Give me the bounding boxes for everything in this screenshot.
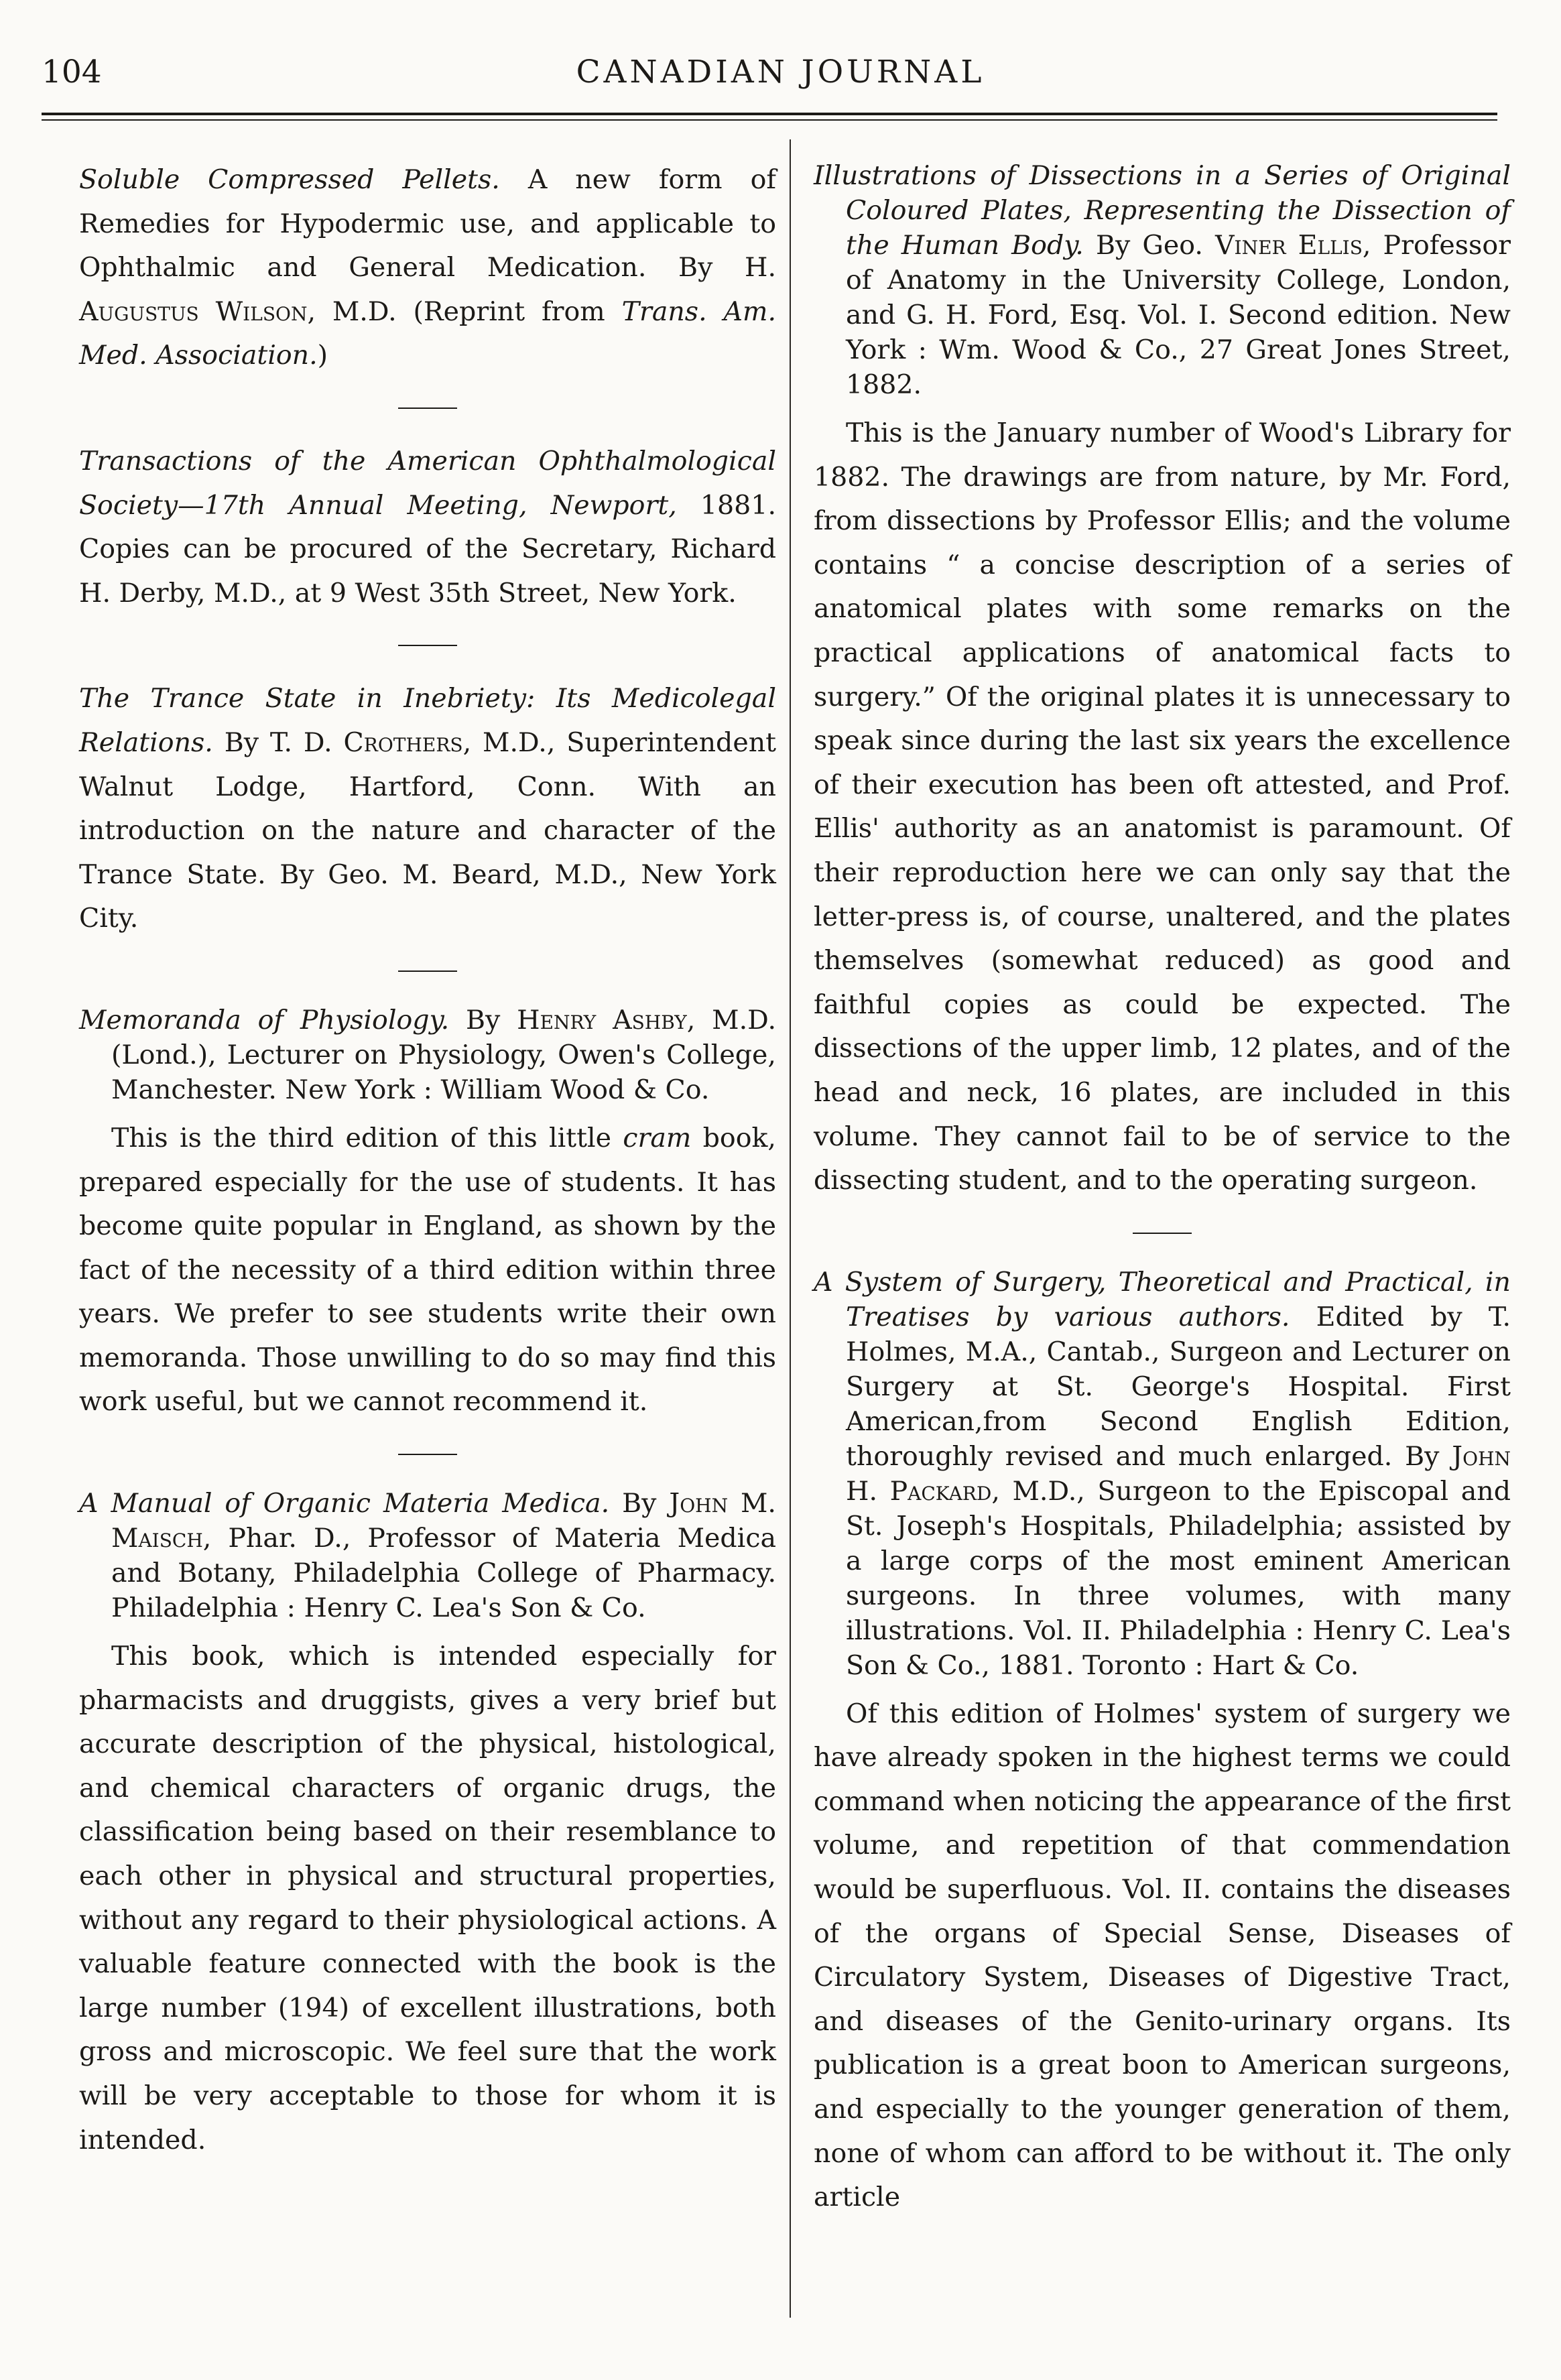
running-head: CANADIAN JOURNAL: [576, 54, 985, 90]
header-rule-thin: [42, 119, 1497, 121]
citation-text: By: [609, 1488, 670, 1519]
review-text: This is the third edition of this little: [111, 1122, 623, 1153]
notice-soluble-citation: [79, 158, 776, 378]
citation-text: , Phar. D., Professor of Materia Medica and Botany, Philadelphia College of Pharmacy. Philadelphia : Henry C. Lea's Son & Co.: [111, 1523, 776, 1624]
right-column: [814, 158, 1511, 2220]
section-separator: [398, 1454, 457, 1455]
left-column: [79, 158, 776, 2162]
notice-illustrations-review: This is the January number of Wood's Library for 1882. The drawings are from nature, by Mr. Ford, from dissections by Professor Ellis; and the volume contains “ a concise description of a series of anatomical plates with some remarks on the practical applications of anatomical facts to surgery.” Of the original plates it is unnecessary to speak since during the last six years the excellence of their execution has been oft attested, and Prof. Ellis' authority as an anatomist is paramount. Of their reproduction here we can only say that the letter-press is, of course, unaltered, and the plates themselves (somewhat reduced) as good and faithful copies as could be expected. The dissections of the upper limb, 12 plates, and of the head and neck, 16 plates, are included in this volume. They cannot fail to be of service to the dissecting student, and to the operating surgeon.: [814, 418, 1511, 1196]
column-divider: [790, 139, 791, 2318]
notice-manual-citation: [79, 1486, 776, 1625]
review-text: book, prepared especially for the use of students. It has become quite popular in England, as shown by the fact of the necessity of a third edition within three years. We prefer to see students write their own memoranda. Those unwilling to do so may find this work useful, but we cannot recommend it.: [79, 1122, 776, 1418]
notice-title: A System of Surgery, Theoretical and Practical, in Treatises by various authors.: [814, 1266, 1511, 1332]
notice-illustrations-citation: [814, 158, 1511, 402]
page-number: 104: [42, 54, 102, 90]
citation-text: , M.D. (Reprint from: [307, 296, 622, 327]
section-separator: [398, 408, 457, 409]
header-rule-thick: [42, 113, 1497, 115]
notice-title: Illustrations of Dissections in a Series of Original Coloured Plates, Representing the Dissection of the Human Body.: [814, 160, 1511, 261]
citation-text: 1881. Copies can be procured of the Secretary, Richard H. Derby, M.D., at 9 West 35th Street, New York.: [79, 489, 776, 609]
citation-text: ): [317, 340, 328, 371]
notice-memoranda-citation: [79, 1003, 776, 1107]
section-separator: [398, 970, 457, 972]
citation-text: , Professor of Anatomy in the University College, London, and G. H. Ford, Esq. Vol. I. Second edition. New York : Wm. Wood & Co., 27 Great Jones Street, 1882.: [846, 230, 1511, 400]
citation-text: , M.D. (Lond.), Lecturer on Physiology, Owen's College, Manchester. New York : William Wood & Co.: [111, 1004, 776, 1105]
citation-text: Edited by T. Holmes, M.A., Cantab., Surgeon and Lecturer on Surgery at St. George's Hospital. First American,from Second English Edition, thoroughly revised and much enlarged. By: [846, 1301, 1511, 1472]
citation-text: By T. D.: [212, 727, 344, 758]
citation-text: A new form of Remedies for Hypodermic use, and applicable to Ophthalmic and General Medication. By H.: [79, 164, 776, 284]
author-name: John M. Maisch: [111, 1488, 776, 1554]
author-name: Viner Ellis: [1214, 230, 1363, 261]
notice-title: Transactions of the American Ophthalmological Society—17th Annual Meeting, Newport,: [79, 445, 776, 521]
notice-system-review: Of this edition of Holmes' system of surgery we have already spoken in the highest terms we could command when noticing the appearance of the first volume, and repetition of that commendation would be superfluous. Vol. II. contains the diseases of the organs of Special Sense, Diseases of Circulatory System, Diseases of Digestive Tract, and diseases of the Genito-urinary organs. Its publication is a great boon to American surgeons, and especially to the younger generation of them, none of whom can afford to be without it. The only article: [814, 1698, 1511, 2213]
citation-text: By: [449, 1004, 517, 1036]
notice-memoranda-review: [79, 1117, 776, 1424]
author-name: Augustus Wilson: [79, 296, 308, 327]
notice-title: Memoranda of Physiology.: [79, 1004, 450, 1036]
source-title: Trans. Am. Med. Association.: [79, 296, 777, 371]
citation-text: , M.D., Superintendent Walnut Lodge, Hartford, Conn. With an introduction on the nature and character of the Trance State. By Geo. M. Beard, M.D., New York City.: [79, 727, 777, 934]
notice-title: The Trance State in Inebriety: Its Medicolegal Relations.: [79, 683, 776, 758]
notice-title: Soluble Compressed Pellets.: [79, 164, 500, 195]
citation-text: , M.D., Surgeon to the Episcopal and St. Joseph's Hospitals, Philadelphia; assisted by a large corps of the most eminent American surgeons. In three volumes, with many illustrations. Vol. II. Philadelphia : Henry C. Lea's Son & Co., 1881. Toronto : Hart & Co.: [846, 1475, 1511, 1681]
author-name: Crothers: [343, 727, 463, 758]
notice-system-citation: [814, 1265, 1511, 1683]
review-emphasis: cram: [623, 1122, 692, 1153]
section-separator: [398, 645, 457, 646]
notice-manual-review: This book, which is intended especially for pharmacists and druggists, gives a very brief but accurate description of the physical, histological, and chemical characters of organic drugs, the classification being based on their resemblance to each other in physical and structural properties, without any regard to their physiological actions. A valuable feature connected with the book is the large number (194) of excellent illustrations, both gross and microscopic. We feel sure that the work will be very acceptable to those for whom it is intended.: [79, 1641, 776, 2155]
citation-text: By Geo.: [1083, 230, 1215, 261]
notice-transactions-citation: [79, 440, 776, 615]
notice-trance-citation: [79, 677, 776, 941]
section-separator: [1133, 1233, 1192, 1234]
author-name: Henry Ashby: [517, 1004, 687, 1036]
author-name: John H. Packard: [846, 1440, 1511, 1507]
notice-title: A Manual of Organic Materia Medica.: [79, 1488, 610, 1519]
